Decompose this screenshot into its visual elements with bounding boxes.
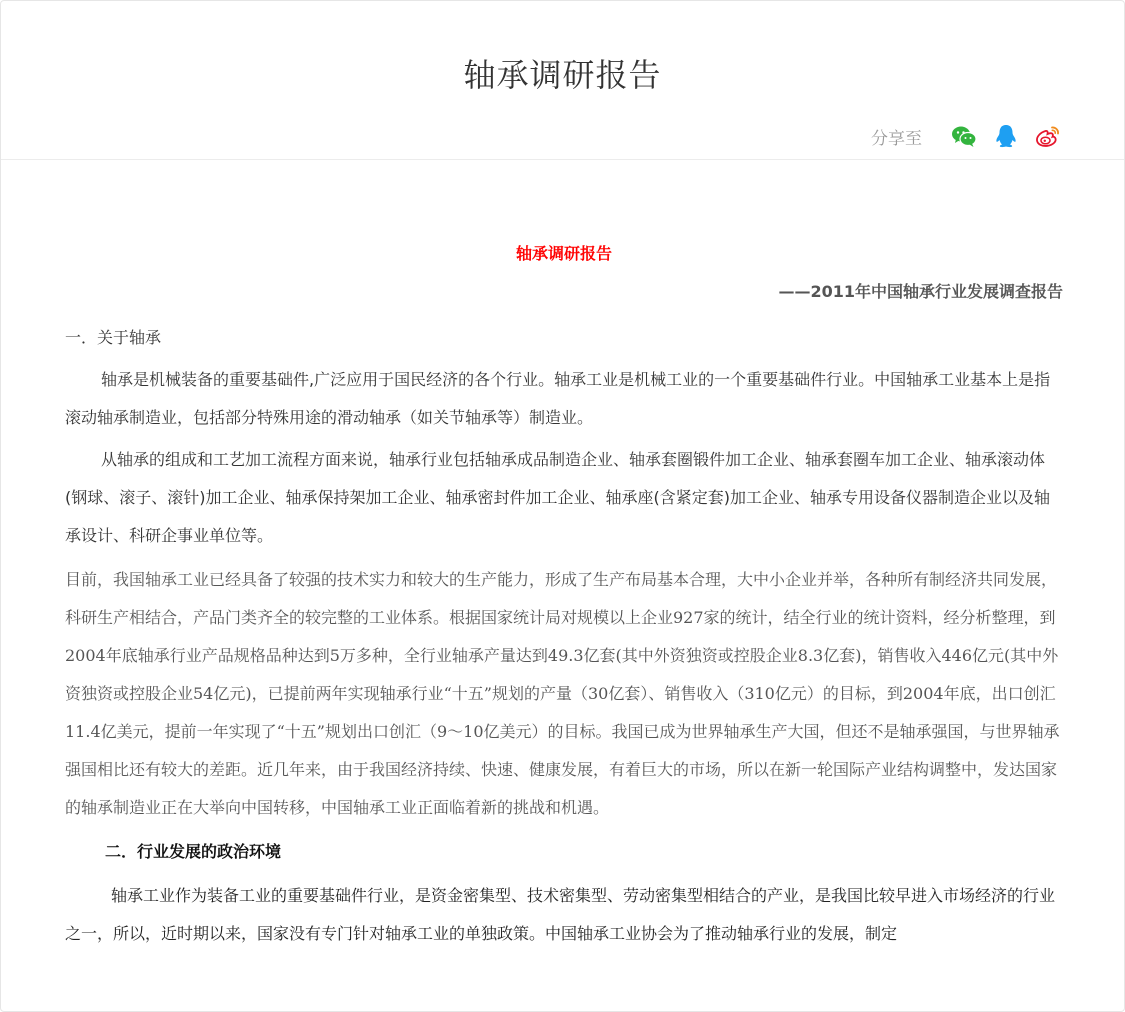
section-heading-about-bearing: 一．关于轴承	[65, 328, 162, 347]
article-subtitle: ——2011年中国轴承行业发展调查报告	[778, 282, 1063, 301]
paragraph: 目前，我国轴承工业已经具备了较强的技术实力和较大的生产能力，形成了生产布局基本合理，大中小企业并举，各种所有制经济共同发展，科研生产相结合，产品门类齐全的较完整的工业体系。根据国家统计局对规模以上企业927家的统计，结全行业的统计资料，经分析整理，到2004年底轴承行业产品规格品种达到5万多种，全行业轴承产量达到49.3亿套(其中外资独资或控股企业8.3亿套)，销售收入446亿元(其中外资独资或控股企业54亿元)，已提前两年实现轴承行业“十五”规划的产量（30亿套）、销售收入（310亿元）的目标，到2004年底，出口创汇11.4亿美元，提前一年实现了“十五”规划出口创汇（9～10亿美元）的目标。我国已成为世界轴承生产大国，但还不是轴承强国，与世界轴承强国相比还有较大的差距。近几年来，由于我国经济持续、快速、健康发展，有着巨大的市场，所以在新一轮国际产业结构调整中，发达国家的轴承制造业正在大举向中国转移，中国轴承工业正面临着新的挑战和机遇。	[65, 570, 1060, 817]
paragraph: 轴承是机械装备的重要基础件,广泛应用于国民经济的各个行业。轴承工业是机械工业的一个重要基础件行业。中国轴承工业基本上是指滚动轴承制造业，包括部分特殊用途的滑动轴承（如关节轴承等）制造业。	[65, 370, 1051, 427]
page-title: 轴承调研报告	[463, 56, 662, 94]
qq-icon[interactable]	[992, 122, 1020, 150]
weibo-icon[interactable]	[1034, 122, 1062, 150]
paragraph: 从轴承的组成和工艺加工流程方面来说，轴承行业包括轴承成品制造企业、轴承套圈锻件加工企业、轴承套圈车加工企业、轴承滚动体(钢球、滚子、滚针)加工企业、轴承保持架加工企业、轴承密封件加工企业、轴承座(含紧定套)加工企业、轴承专用设备仪器制造企业以及轴承设计、科研企事业单位等。	[65, 450, 1050, 545]
share-bar	[871, 121, 1062, 151]
article-title: 轴承调研报告	[515, 244, 612, 263]
share-label: 分享至	[871, 128, 922, 149]
header	[1, 1, 1124, 160]
article-content	[65, 239, 1063, 953]
wechat-icon[interactable]	[950, 122, 978, 150]
section-heading-political-environment: 二．行业发展的政治环境	[105, 842, 282, 861]
paragraph: 轴承工业作为装备工业的重要基础件行业，是资金密集型、技术密集型、劳动密集型相结合的产业，是我国比较早进入市场经济的行业之一，所以，近时期以来，国家没有专门针对轴承工业的单独政策。中国轴承工业协会为了推动轴承行业的发展，制定	[65, 886, 1056, 943]
